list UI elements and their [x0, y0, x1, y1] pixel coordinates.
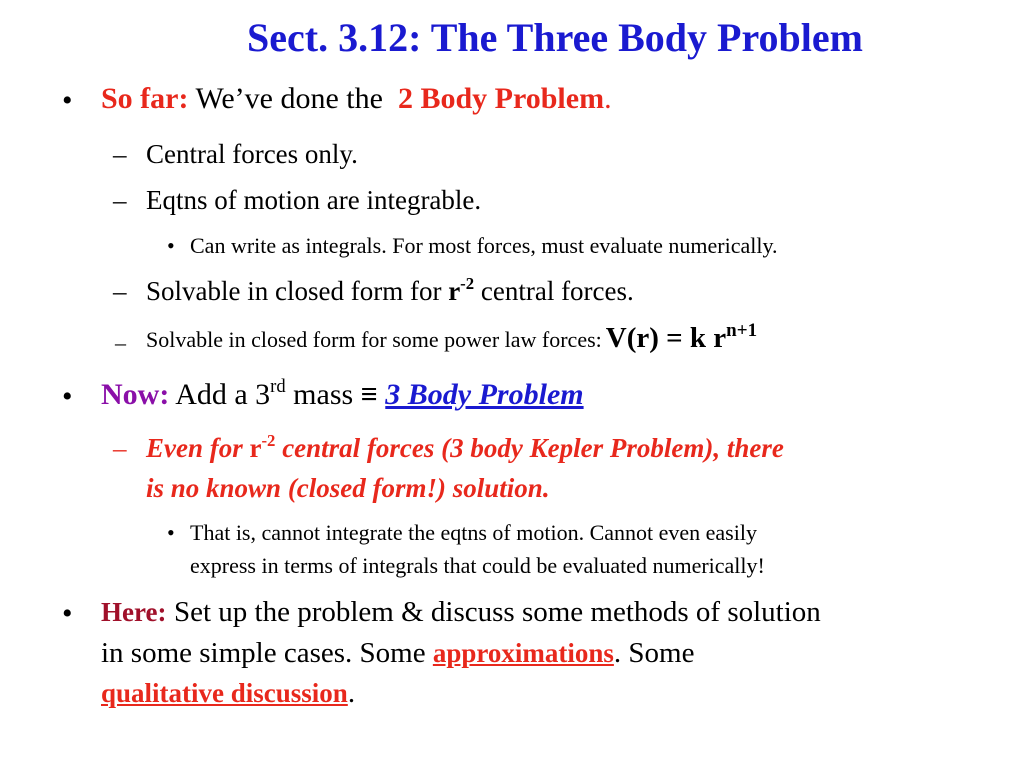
so-far-line: [101, 82, 612, 116]
bullet-icon: •: [62, 84, 73, 117]
now-text: Add a 3: [175, 378, 271, 411]
here-line2-pre: in some simple cases. Some: [101, 637, 426, 669]
now-label: Now:: [101, 378, 170, 411]
even-for-line1: [146, 433, 784, 464]
now-sup: rd: [270, 376, 286, 397]
here-line2-post: . Some: [613, 637, 695, 669]
bullet-icon: •: [167, 233, 175, 258]
dash-icon: –: [113, 139, 127, 169]
so-far-end: .: [604, 82, 612, 115]
slide-title: Sect. 3.12: The Three Body Problem: [247, 15, 863, 60]
dash-icon: –: [115, 330, 126, 355]
even-for-r: r: [249, 433, 262, 463]
solvable1-exp: -2: [460, 274, 475, 293]
solvable-closed-form-item: [146, 276, 634, 307]
solvable1-post: central forces.: [480, 276, 634, 306]
so-far-text: We’ve done the: [195, 82, 383, 115]
now-text2: mass: [293, 378, 354, 411]
power-law-item: [146, 322, 757, 355]
qualitative-discussion-link[interactable]: qualitative discussion: [101, 678, 348, 708]
dash-icon: –: [113, 185, 127, 215]
can-write-item: Can write as integrals. For most forces, must evaluate numerically.: [190, 233, 778, 258]
equiv-symbol: ≡: [360, 378, 378, 411]
two-body-problem: 2 Body Problem: [397, 82, 605, 115]
dash-icon: –: [113, 276, 127, 306]
here-line3: [101, 677, 355, 710]
bullet-icon: •: [62, 597, 73, 630]
here-label: Here:: [101, 597, 167, 627]
eqtns-integrable-item: Eqtns of motion are integrable.: [146, 185, 482, 215]
dash-icon: –: [113, 433, 127, 463]
bullet-icon: •: [62, 380, 73, 413]
here-line1: [101, 595, 821, 629]
solvable1-pre: Solvable in closed form for: [146, 276, 442, 306]
bullet-icon: •: [167, 520, 175, 545]
even-for-exp: -2: [261, 431, 276, 450]
approximations-link[interactable]: approximations: [432, 638, 614, 668]
even-for-pre: Even for: [146, 433, 243, 463]
here-text: Set up the problem & discuss some methods of solution: [173, 596, 821, 628]
here-end: .: [347, 677, 356, 709]
formula-exp: n+1: [726, 320, 758, 341]
here-line2: [101, 637, 694, 670]
even-for-post: central forces (3 body Kepler Problem), there: [282, 433, 784, 463]
formula: V(r) = k r: [605, 322, 727, 354]
central-forces-item: Central forces only.: [146, 139, 358, 169]
now-line: [101, 378, 584, 412]
even-for-line2: is no known (closed form!) solution.: [146, 473, 550, 503]
solvable2-pre: Solvable in closed form for some power law forces:: [146, 327, 602, 352]
so-far-label: So far:: [101, 82, 189, 115]
solvable1-r: r: [448, 276, 461, 306]
that-is-line1: That is, cannot integrate the eqtns of motion. Cannot even easily: [190, 520, 757, 545]
three-body-problem: 3 Body Problem: [385, 378, 584, 411]
that-is-line2: express in terms of integrals that could be evaluated numerically!: [190, 553, 765, 578]
